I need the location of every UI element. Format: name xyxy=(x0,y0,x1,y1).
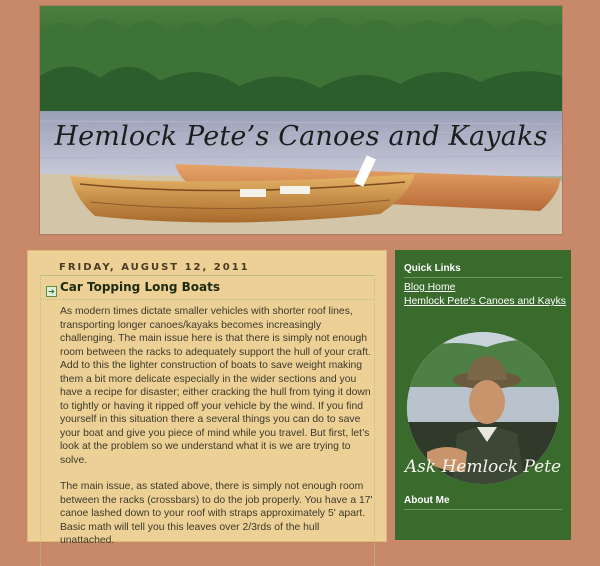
post-paragraph: As modern times dictate smaller vehicles with shorter roof lines, transporting longer canoes/kayaks becomes increasingly challenging. The main issue here is that there is simply not enough room between the racks to adequately support the hull of your craft. Add to this the lighter construction of boats to save weight making them a bit more delicate especially in the wider sections and you have a recipe for disaster; either cracking the hull from tying it down to tightly or having it ripped off your vehicle by the wind. If you find yourself in this situation there a several things you can do to save your boat and give you piece of mind while you travel. But first, let’s look at the problem so we understand what it is we are trying to solve. xyxy=(60,306,371,466)
blog-title[interactable]: Hemlock Pete’s Canoes and Kayaks xyxy=(54,121,548,152)
post-date-header: FRIDAY, AUGUST 12, 2011 xyxy=(59,262,250,273)
about-me-heading: About Me xyxy=(404,495,450,506)
sidebar-divider xyxy=(404,277,562,278)
sidebar-divider xyxy=(404,509,562,510)
post xyxy=(40,275,375,566)
quick-links-heading: Quick Links xyxy=(404,263,461,274)
portrait-caption[interactable]: Ask Hemlock Pete xyxy=(404,457,562,477)
header-banner[interactable] xyxy=(39,5,563,235)
sidebar-link-canoes-kayaks[interactable]: Hemlock Pete's Canoes and Kayks xyxy=(404,296,566,307)
post-paragraph: The main issue, as stated above, there is simply not enough room between the racks (crossbars) to do the job properly. You have a 17' canoe lashed down to your roof with straps approximately 5' apart. Basic math will tell you this leaves over 2/3rds of the hull unattached. xyxy=(60,481,373,546)
banner-landscape-image xyxy=(40,6,562,234)
post-body xyxy=(60,305,376,561)
sidebar-link-blog-home[interactable]: Blog Home xyxy=(404,282,456,293)
post-title-divider xyxy=(41,299,374,300)
post-title[interactable]: Car Topping Long Boats xyxy=(60,280,221,294)
sidebar xyxy=(395,250,571,540)
main-column xyxy=(27,250,387,546)
post-arrow-icon: ➔ xyxy=(46,286,57,297)
